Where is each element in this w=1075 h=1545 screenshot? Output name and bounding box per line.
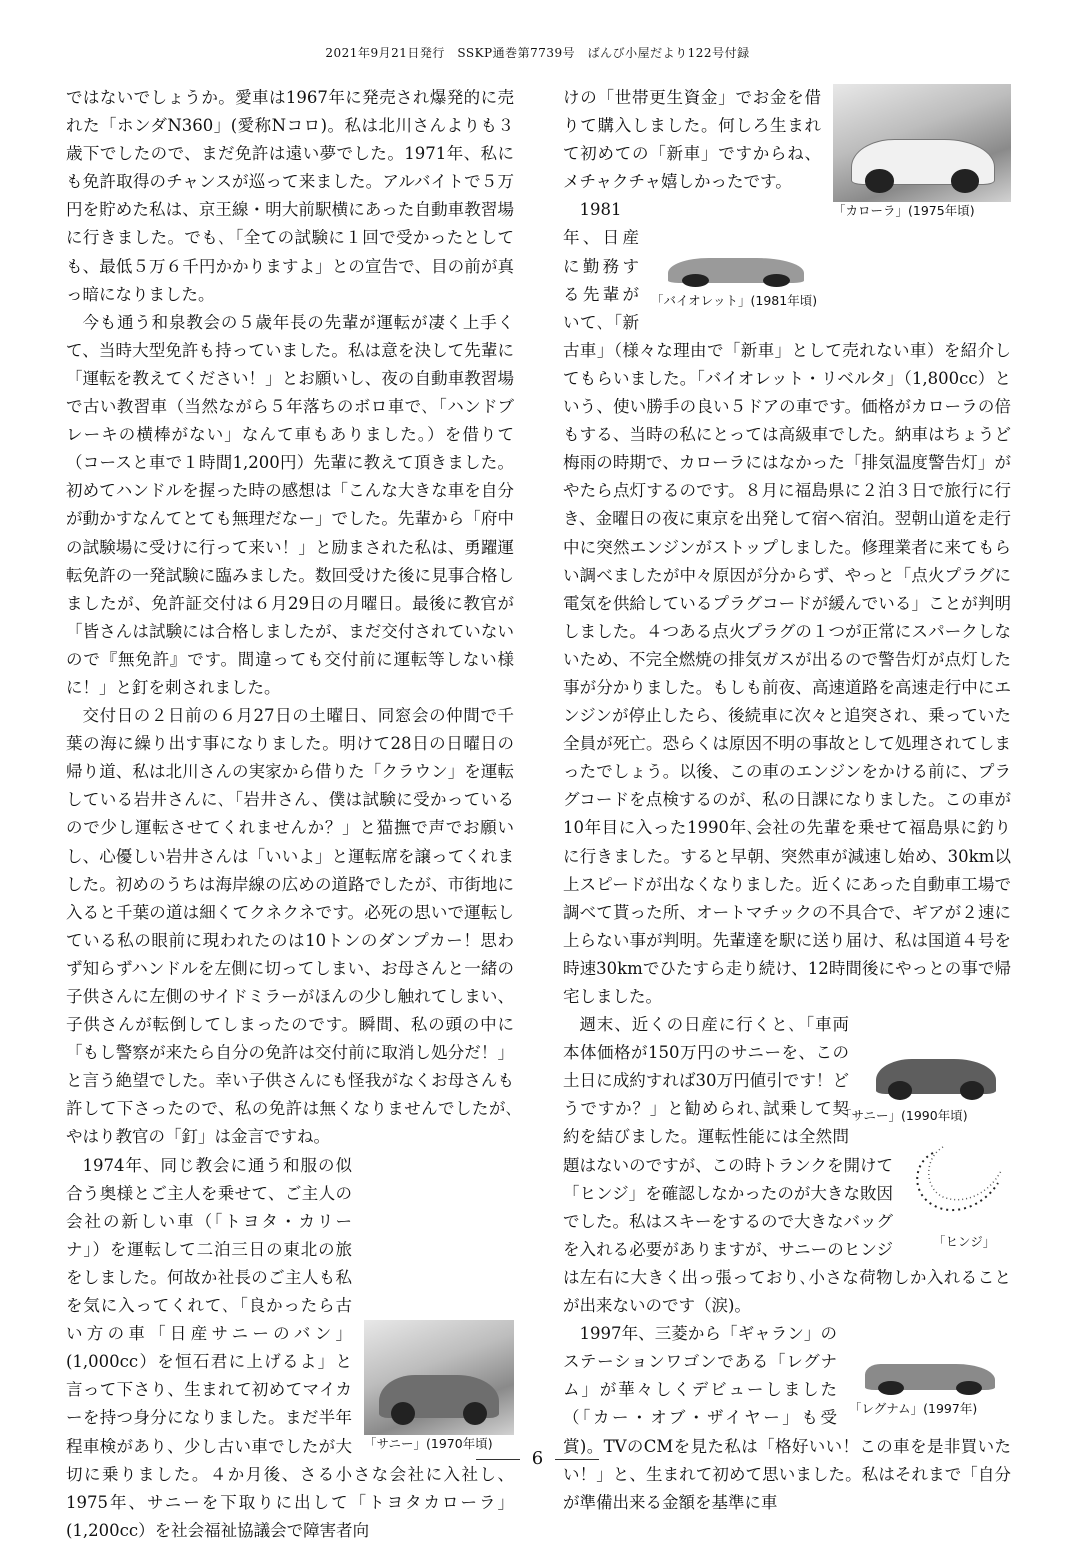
caption-sunny-1990: 「サニー」(1990年頃) [839, 1108, 968, 1124]
caption-hinge: 「ヒンジ」 [933, 1234, 996, 1250]
figure-sunny-1970 [364, 1320, 514, 1453]
footer-rule-right [555, 1459, 599, 1460]
wheel-shape [682, 274, 709, 287]
wheel-shape [888, 1081, 912, 1099]
photo-corolla [833, 84, 1011, 202]
wheel-shape [463, 1402, 487, 1425]
right-column [563, 84, 1011, 1517]
photo-sunny-1970 [364, 1320, 514, 1435]
left-paragraph-3: 交付日の２日前の６月27日の土曜日、同窓会の仲間で千葉の海に繰り出す事になりました。明けて28日の日曜日の帰り道、私は北川さんの実家から借りた「クラウン」を運転している岩井さんに､「岩井さん、僕は試験に受かっているので少し運転させてくれませんか？」と猫撫で声でお願いし、心優しい岩井さんは「いいよ」と運転席を譲ってくれました。初めのうちは海岸線の広めの道路でしたが、市街地に入ると千葉の道は細くてクネクネです。必死の思いで運転している私の眼前に現われたのは10トンのダンプカー！思わず知らずハンドルを左側に切ってしまい、お母さんと一緒の子供さんに左側のサイドミラーがほんの少し触れてしまい、子供さんが転倒してしまったのです。瞬間、私の頭の中に「もし警察が来たら自分の免許は交付前に取消し処分だ！」と言う絶望でした。幸い子供さんにも怪我がなくお母さんも許して下さったので、私の免許は無くなりませんでしたが､やはり教官の「釘」は金言ですね。 [66, 706, 515, 1147]
left-paragraph-4: 1974年、同じ教会に通う和服の似合う奥様とご主人を乗せて、ご主人の会社の新しい車（「トヨタ・カリーナ」）を運転して二泊三日の東北の旅をしました。何故か社長のご主人も私を気に入ってくれて､「良かったら古い方の車「日産サニーのバン」(1,000cc）を恒石君に上げるよ」と言って下さり、生まれて初めてマイカーを持つ身分になりました。まだ半年程車検があり、少し古い車でしたが大切に乗りました。４か月後、さる小さな会社に入社し、1975年、サニーを下取りに出して「トヨタカローラ」(1,200cc）を社会福祉協議会で障害者向 [66, 1155, 514, 1540]
wheel-shape [391, 1402, 415, 1425]
figure-violet [651, 226, 821, 310]
wheel-shape [956, 1381, 982, 1395]
right-paragraph-4: 1997年、三菱から「ギャラン」のステーションワゴンである「レグナム」が華々しくデビューしました（「カー・オブ・ザイヤー」も受賞)。TVのCMを見た私は「格好いい！この車を是非買いたい！」と、生まれて初めて思いました。私はそれまで「自分が準備出来る金額を基準に車 [563, 1324, 1011, 1512]
photo-legnum [849, 1330, 1011, 1400]
caption-legnum: 「レグナム」(1997年) [849, 1401, 978, 1417]
page-footer [0, 1448, 1075, 1469]
right-paragraph-1: けの「世帯更生資金」でお金を借りて購入しました。何しろ生まれて初めての「新車」ですからね、メチャクチャ嬉しかったです。 [563, 88, 821, 192]
right-paragraph-3: 週末、近くの日産に行くと､「車両本体価格が150万円のサニーを、この土日に成約すれば30万円値引です！どうですか？」と勧められ､試乗して契約を結びました。運転性能には全然問題はないのですが、この時トランクを開けて「ヒンジ」を確認しなかったのが大きな敗因でした。私はスキーをするので大きなバッグを入れる必要がありますが、サニーのヒンジは左右に大きく出っ張っており､小さな荷物しか入れることが出来ないのです（涙)。 [563, 1015, 1011, 1316]
photo-sunny-1990 [861, 1015, 1011, 1107]
wheel-shape [878, 1381, 904, 1395]
hinge-illustration [903, 1133, 1011, 1233]
wheel-shape [951, 169, 979, 193]
figure-legnum [849, 1330, 1011, 1418]
wheel-shape [865, 169, 893, 193]
footer-rule-left [476, 1459, 520, 1460]
left-paragraph-4-wrap [66, 1152, 514, 1545]
photo-violet [651, 226, 821, 292]
page-header: 2021年9月21日発行 SSKP通巻第7739号 ばんび小屋だより122号付録 [325, 46, 750, 60]
left-paragraph-1: ではないでしょうか。愛車は1967年に発売され爆発的に売れた「ホンダN360」(愛称Nコロ)。私は北川さんよりも３歳下でしたので、まだ免許は遠い夢でした。1971年、私にも免許取得のチャンスが巡って来ました。アルバイトで５万円を貯めた私は、京王線・明大前駅横にあった自動車教習場に行きました。でも､「全ての試験に１回で受かったとしても、最低５万６千円かかりますよ」との宣告で、目の前が真っ暗になりました。 [66, 88, 514, 304]
caption-sunny-1970: 「サニー」(1970年頃) [364, 1435, 493, 1451]
figure-corolla [833, 84, 1011, 220]
wheel-shape [763, 274, 790, 287]
left-paragraph-2: 今も通う和泉教会の５歳年長の先輩が運転が凄く上手くて、当時大型免許も持っていました。私は意を決して先輩に「運転を教えてください！」とお願いし、夜の自動車教習場で古い教習車（当然ながら５年落ちのボロ車で､「ハンドブレーキの横棒がない」なんて車もありました。）を借りて（コースと車で１時間1,200円）先輩に教えて頂きました。初めてハンドルを握った時の感想は「こんな大きな車を自分が動かすなんてとても無理だなー」でした。先輩から「府中の試験場に受けに行って来い！」と励まされた私は、勇躍運転免許の一発試験に臨みました。数回受けた後に見事合格しましたが、免許証交付は６月29日の月曜日。最後に教官が「皆さんは試験には合格しましたが、まだ交付されていないので『無免許』です。間違っても交付前に運転等しない様に！」と釘を刺されました。 [66, 312, 514, 697]
page-number: 6 [531, 1448, 544, 1469]
figure-hinge [903, 1133, 1011, 1251]
right-paragraph-2: 1981年、日産に勤務する先輩がいて､「新古車」（様々な理由で「新車」として売れない車）を紹介してもらいました｡「バイオレット・リベルタ」（1,800cc）という、使い勝手の良い５ドアの車です。価格がカローラの倍もする、当時の私にとっては高級車でした。納車はちょうど梅雨の時期で、カローラにはなかった「排気温度警告灯」がやたら点灯するのです。８月に福島県に２泊３日で旅行に行き、金曜日の夜に東京を出発して宿へ宿泊。翌朝山道を走行中に突然エンジンがストップしました。修理業者に来てもらい調べましたが中々原因が分からず、やっと「点火プラグに電気を供給しているプラグコードが緩んでいる」ことが判明しました。４つある点火プラグの１つが正常にスパークしないため、不完全燃焼の排気ガスが出るので警告灯が点灯した事が分かりました。もしも前夜、高速道路を高速走行中にエンジンが停止したら、後続車に次々と追突され、乗っていた全員が死亡。恐らくは原因不明の事故として処理されてしまったでしょう。以後、この車のエンジンをかける前に、プラグコードを点検するのが、私の日課になりました。この車が10年目に入った1990年､会社の先輩を乗せて福島県に釣りに行きました。すると早朝、突然車が減速し始め、30km以上スピードが出なくなりました。近くにあった自動車工場で調べて貰った所、オートマチックの不具合で、ギアが２速に上らない事が判明。先輩達を駅に送り届け、私は国道４号を時速30kmでひたすら走り続け、12時間後にやっとの事で帰宅しました。 [563, 200, 1011, 1006]
caption-corolla: 「カローラ」(1975年頃) [833, 203, 975, 218]
left-column [66, 84, 514, 1545]
wheel-shape [960, 1081, 984, 1099]
caption-violet: 「バイオレット」(1981年頃) [651, 293, 818, 309]
figure-sunny-1990 [839, 1015, 1011, 1125]
